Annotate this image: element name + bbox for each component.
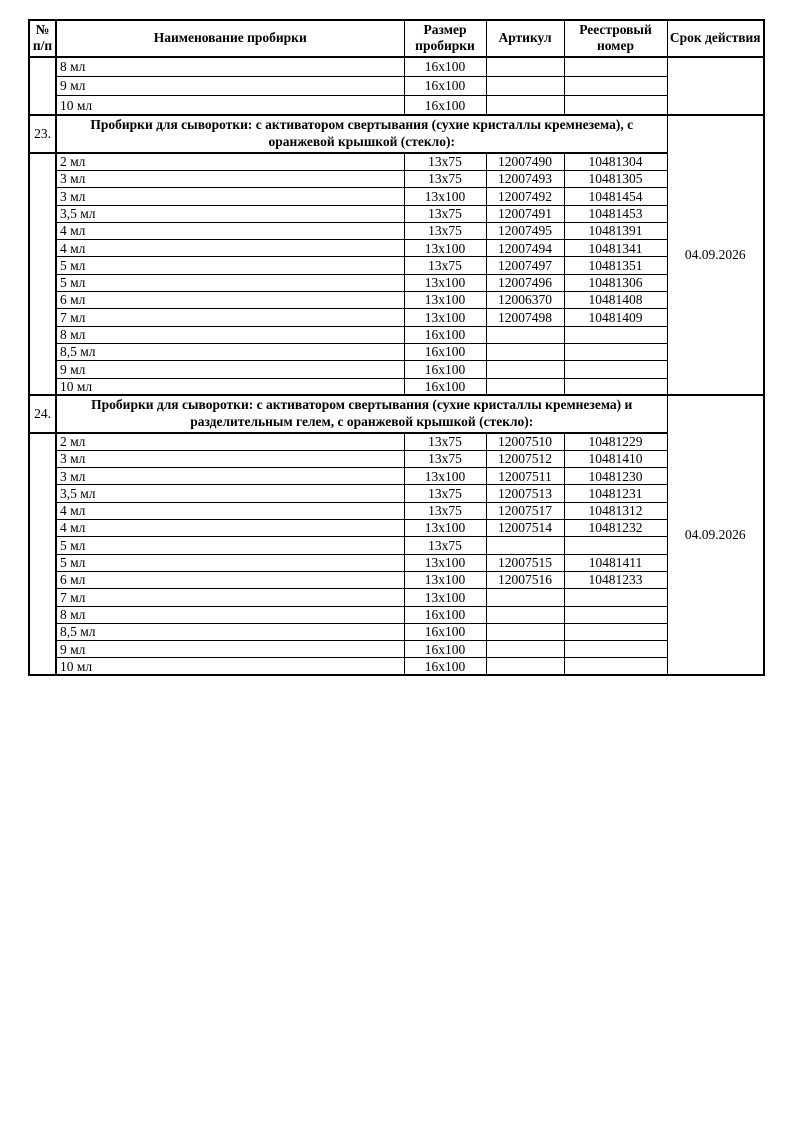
article-cell: 12007492 — [486, 188, 564, 205]
tube-size-cell: 13x75 — [404, 433, 486, 450]
table-row — [29, 170, 764, 187]
tube-size-cell: 16x100 — [404, 57, 486, 77]
registry-cell: 10481231 — [564, 485, 667, 502]
article-cell: 12007494 — [486, 240, 564, 257]
tube-name-cell: 8 мл — [56, 57, 404, 77]
table-row — [29, 326, 764, 343]
registry-cell — [564, 378, 667, 395]
tube-name-cell: 10 мл — [56, 96, 404, 116]
registry-cell: 10481233 — [564, 571, 667, 588]
table-row — [29, 606, 764, 623]
registry-cell: 10481411 — [564, 554, 667, 571]
registry-cell: 10481454 — [564, 188, 667, 205]
article-cell — [486, 361, 564, 378]
article-cell — [486, 96, 564, 116]
table-row — [29, 623, 764, 640]
registry-cell: 10481305 — [564, 170, 667, 187]
tube-name-cell: 5 мл — [56, 537, 404, 554]
tube-size-cell: 16x100 — [404, 326, 486, 343]
row-number-span — [29, 433, 56, 675]
registry-cell — [564, 343, 667, 360]
table-row — [29, 520, 764, 537]
tube-name-cell: 3,5 мл — [56, 205, 404, 222]
article-cell: 12007495 — [486, 222, 564, 239]
article-cell — [486, 641, 564, 658]
tube-size-cell: 13x75 — [404, 502, 486, 519]
registry-cell: 10481341 — [564, 240, 667, 257]
tube-size-cell: 13x100 — [404, 571, 486, 588]
table-row — [29, 309, 764, 326]
table-row — [29, 57, 764, 77]
registry-cell: 10481306 — [564, 274, 667, 291]
table-row — [29, 153, 764, 170]
article-cell: 12007493 — [486, 170, 564, 187]
tube-name-cell: 9 мл — [56, 361, 404, 378]
section-heading-row — [29, 395, 764, 433]
table-row — [29, 96, 764, 116]
tube-size-cell: 16x100 — [404, 343, 486, 360]
table-row — [29, 205, 764, 222]
table-row — [29, 240, 764, 257]
col-header-number: № п/п — [29, 20, 56, 57]
registry-cell — [564, 57, 667, 77]
article-cell — [486, 326, 564, 343]
article-cell: 12006370 — [486, 292, 564, 309]
table-row — [29, 361, 764, 378]
tube-size-cell: 16x100 — [404, 623, 486, 640]
article-cell: 12007497 — [486, 257, 564, 274]
registry-cell: 10481391 — [564, 222, 667, 239]
table-row — [29, 537, 764, 554]
tube-name-cell: 10 мл — [56, 378, 404, 395]
registry-cell: 10481453 — [564, 205, 667, 222]
row-number-span — [29, 153, 56, 395]
article-cell — [486, 378, 564, 395]
tube-size-cell: 13x75 — [404, 257, 486, 274]
tube-size-cell: 16x100 — [404, 641, 486, 658]
table-row — [29, 468, 764, 485]
tube-size-cell: 16x100 — [404, 378, 486, 395]
article-cell: 12007513 — [486, 485, 564, 502]
tube-size-cell: 13x100 — [404, 274, 486, 291]
table-row — [29, 554, 764, 571]
registry-cell: 10481410 — [564, 450, 667, 467]
tube-name-cell: 5 мл — [56, 554, 404, 571]
table-row — [29, 76, 764, 96]
col-header-size: Размер пробирки — [404, 20, 486, 57]
header-row — [29, 20, 764, 57]
tube-name-cell: 5 мл — [56, 274, 404, 291]
tube-name-cell: 9 мл — [56, 76, 404, 96]
section-number: 23. — [29, 115, 56, 153]
validity-cell — [667, 57, 764, 116]
section-title: Пробирки для сыворотки: с активатором свертывания (сухие кристаллы кремнезема) и разделительным гелем, с оранжевой крышкой (стекло): — [56, 395, 667, 433]
article-cell: 12007512 — [486, 450, 564, 467]
table-row — [29, 658, 764, 675]
tube-size-cell: 13x75 — [404, 222, 486, 239]
article-cell — [486, 76, 564, 96]
tube-name-cell: 10 мл — [56, 658, 404, 675]
registry-cell: 10481408 — [564, 292, 667, 309]
tube-name-cell: 3 мл — [56, 170, 404, 187]
tube-size-cell: 13x100 — [404, 468, 486, 485]
table-row — [29, 485, 764, 502]
tube-name-cell: 4 мл — [56, 222, 404, 239]
registry-cell: 10481229 — [564, 433, 667, 450]
article-cell — [486, 606, 564, 623]
article-cell: 12007496 — [486, 274, 564, 291]
tube-name-cell: 3,5 мл — [56, 485, 404, 502]
article-cell — [486, 589, 564, 606]
validity-cell: 04.09.2026 — [667, 395, 764, 675]
tube-size-cell: 13x100 — [404, 188, 486, 205]
tube-size-cell: 13x100 — [404, 292, 486, 309]
registry-cell — [564, 623, 667, 640]
tubes-table — [28, 19, 765, 676]
tube-size-cell: 16x100 — [404, 658, 486, 675]
table-row — [29, 450, 764, 467]
tube-size-cell: 13x75 — [404, 153, 486, 170]
tube-size-cell: 13x100 — [404, 589, 486, 606]
article-cell — [486, 343, 564, 360]
table-row — [29, 292, 764, 309]
registry-cell — [564, 537, 667, 554]
article-cell: 12007514 — [486, 520, 564, 537]
document-page — [28, 19, 763, 676]
tube-name-cell: 4 мл — [56, 240, 404, 257]
tube-name-cell: 6 мл — [56, 292, 404, 309]
tube-size-cell: 13x75 — [404, 450, 486, 467]
table-row — [29, 343, 764, 360]
registry-cell: 10481312 — [564, 502, 667, 519]
table-row — [29, 188, 764, 205]
article-cell — [486, 658, 564, 675]
tube-size-cell: 16x100 — [404, 361, 486, 378]
tube-size-cell: 13x75 — [404, 485, 486, 502]
table-row — [29, 502, 764, 519]
tube-name-cell: 7 мл — [56, 589, 404, 606]
tube-size-cell: 13x100 — [404, 240, 486, 257]
table-row — [29, 433, 764, 450]
registry-cell — [564, 641, 667, 658]
registry-cell: 10481232 — [564, 520, 667, 537]
tube-name-cell: 9 мл — [56, 641, 404, 658]
article-cell — [486, 537, 564, 554]
tube-name-cell: 3 мл — [56, 188, 404, 205]
tube-name-cell: 4 мл — [56, 520, 404, 537]
col-header-name: Наименование пробирки — [56, 20, 404, 57]
article-cell: 12007511 — [486, 468, 564, 485]
registry-cell — [564, 658, 667, 675]
tube-size-cell: 16x100 — [404, 76, 486, 96]
registry-cell — [564, 606, 667, 623]
tube-name-cell: 2 мл — [56, 153, 404, 170]
registry-cell: 10481230 — [564, 468, 667, 485]
tube-name-cell: 8 мл — [56, 606, 404, 623]
col-header-validity: Срок действия — [667, 20, 764, 57]
article-cell — [486, 623, 564, 640]
section-number: 24. — [29, 395, 56, 433]
tube-size-cell: 13x75 — [404, 170, 486, 187]
article-cell: 12007491 — [486, 205, 564, 222]
tube-size-cell: 13x75 — [404, 205, 486, 222]
tube-name-cell: 8,5 мл — [56, 343, 404, 360]
validity-cell: 04.09.2026 — [667, 115, 764, 395]
table-row — [29, 222, 764, 239]
tube-name-cell: 6 мл — [56, 571, 404, 588]
article-cell — [486, 57, 564, 77]
table-row — [29, 571, 764, 588]
row-number-span — [29, 57, 56, 116]
article-cell: 12007517 — [486, 502, 564, 519]
tube-size-cell: 13x100 — [404, 520, 486, 537]
section-heading-row — [29, 115, 764, 153]
registry-cell — [564, 76, 667, 96]
article-cell: 12007515 — [486, 554, 564, 571]
registry-cell — [564, 589, 667, 606]
registry-cell — [564, 326, 667, 343]
registry-cell: 10481304 — [564, 153, 667, 170]
tube-name-cell: 8 мл — [56, 326, 404, 343]
tube-name-cell: 5 мл — [56, 257, 404, 274]
table-row — [29, 378, 764, 395]
table-row — [29, 641, 764, 658]
article-cell: 12007516 — [486, 571, 564, 588]
registry-cell: 10481409 — [564, 309, 667, 326]
table-row — [29, 589, 764, 606]
tube-name-cell: 4 мл — [56, 502, 404, 519]
tube-name-cell: 3 мл — [56, 468, 404, 485]
tube-size-cell: 13x100 — [404, 309, 486, 326]
article-cell: 12007498 — [486, 309, 564, 326]
article-cell: 12007490 — [486, 153, 564, 170]
table-row — [29, 257, 764, 274]
article-cell: 12007510 — [486, 433, 564, 450]
tube-size-cell: 16x100 — [404, 606, 486, 623]
section-title: Пробирки для сыворотки: с активатором свертывания (сухие кристаллы кремнезема), с оранжевой крышкой (стекло): — [56, 115, 667, 153]
tube-name-cell: 3 мл — [56, 450, 404, 467]
tube-name-cell: 8,5 мл — [56, 623, 404, 640]
col-header-registry: Реестровый номер — [564, 20, 667, 57]
table-row — [29, 274, 764, 291]
tube-size-cell: 16x100 — [404, 96, 486, 116]
registry-cell — [564, 96, 667, 116]
registry-cell — [564, 361, 667, 378]
tube-name-cell: 2 мл — [56, 433, 404, 450]
tube-name-cell: 7 мл — [56, 309, 404, 326]
tube-size-cell: 13x100 — [404, 554, 486, 571]
col-header-article: Артикул — [486, 20, 564, 57]
registry-cell: 10481351 — [564, 257, 667, 274]
tube-size-cell: 13x75 — [404, 537, 486, 554]
